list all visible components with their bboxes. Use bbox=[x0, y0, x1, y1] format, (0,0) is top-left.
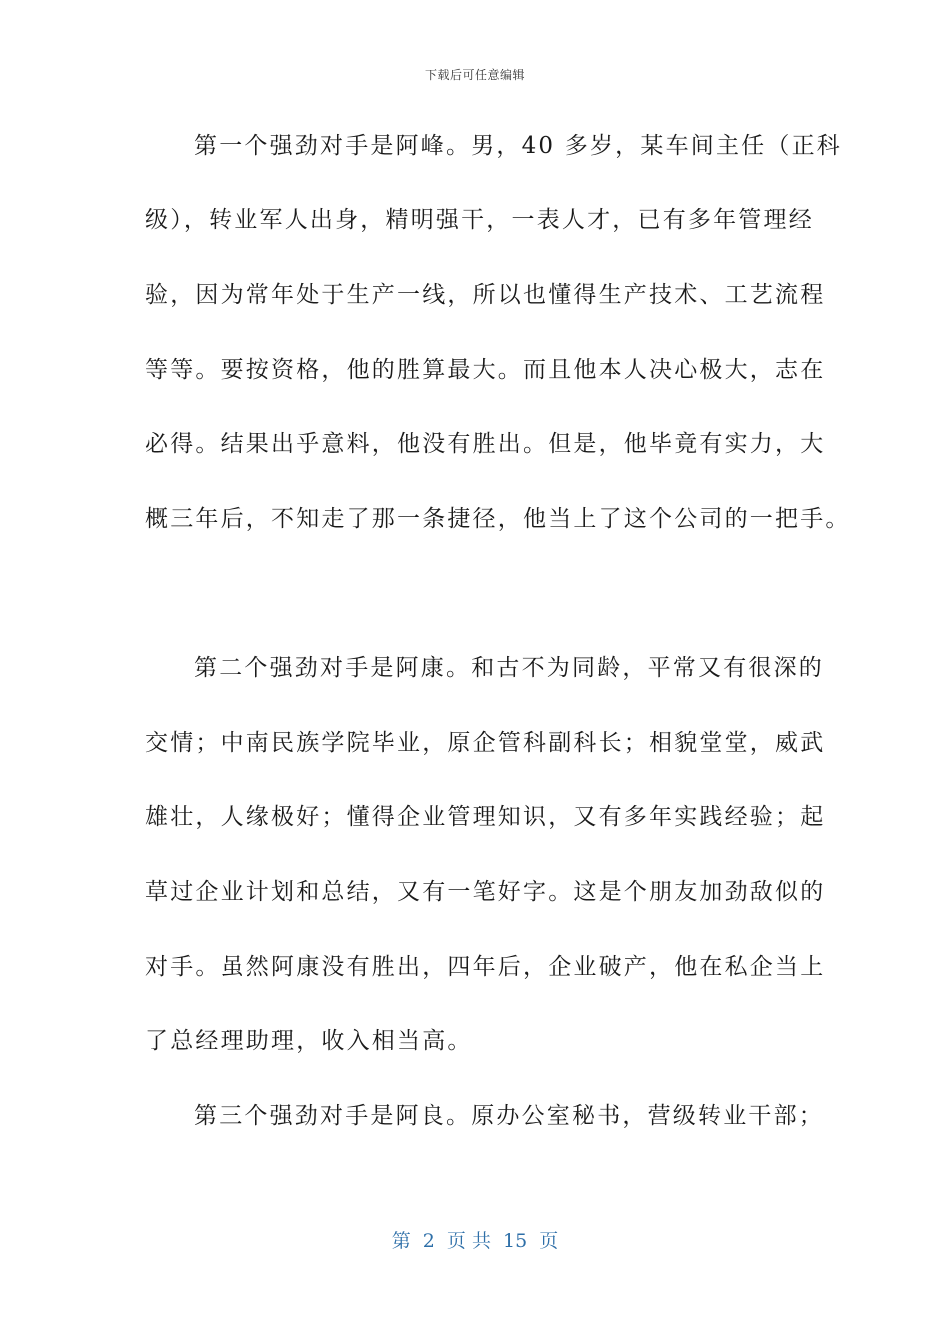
paragraph-line: 第二个强劲对手是阿康。和古不为同龄，平常又有很深的 bbox=[194, 655, 824, 681]
paragraph-line: 雄壮，人缘极好；懂得企业管理知识，又有多年实践经验；起 bbox=[145, 804, 826, 830]
paragraph-line: 概三年后，不知走了那一条捷径，他当上了这个公司的一把手。 bbox=[145, 506, 851, 532]
paragraph-line: 等等。要按资格，他的胜算最大。而且他本人决心极大，志在 bbox=[145, 357, 826, 383]
paragraph-line: 草过企业计划和总结，又有一笔好字。这是个朋友加劲敌似的 bbox=[145, 879, 826, 905]
paragraph-line: 交情；中南民族学院毕业，原企管科副科长；相貌堂堂，威武 bbox=[145, 730, 826, 756]
paragraph-line: 第三个强劲对手是阿良。原办公室秘书，营级转业干部； bbox=[194, 1103, 824, 1129]
paragraph-line: 级），转业军人出身，精明强干，一表人才，已有多年管理经 bbox=[145, 207, 814, 233]
paragraph-line: 了总经理助理，收入相当高。 bbox=[145, 1028, 473, 1054]
page-header: 下载后可任意编辑 bbox=[424, 68, 525, 82]
page-number-footer: 第 2 页 共 15 页 bbox=[391, 1230, 559, 1252]
paragraph-line: 第一个强劲对手是阿峰。男，40 多岁，某车间主任（正科 bbox=[194, 133, 842, 159]
paragraph-line: 对手。虽然阿康没有胜出，四年后，企业破产，他在私企当上 bbox=[145, 954, 826, 980]
paragraph-line: 必得。结果出乎意料，他没有胜出。但是，他毕竟有实力，大 bbox=[145, 431, 826, 457]
paragraph-line: 验，因为常年处于生产一线，所以也懂得生产技术、工艺流程 bbox=[145, 282, 826, 308]
